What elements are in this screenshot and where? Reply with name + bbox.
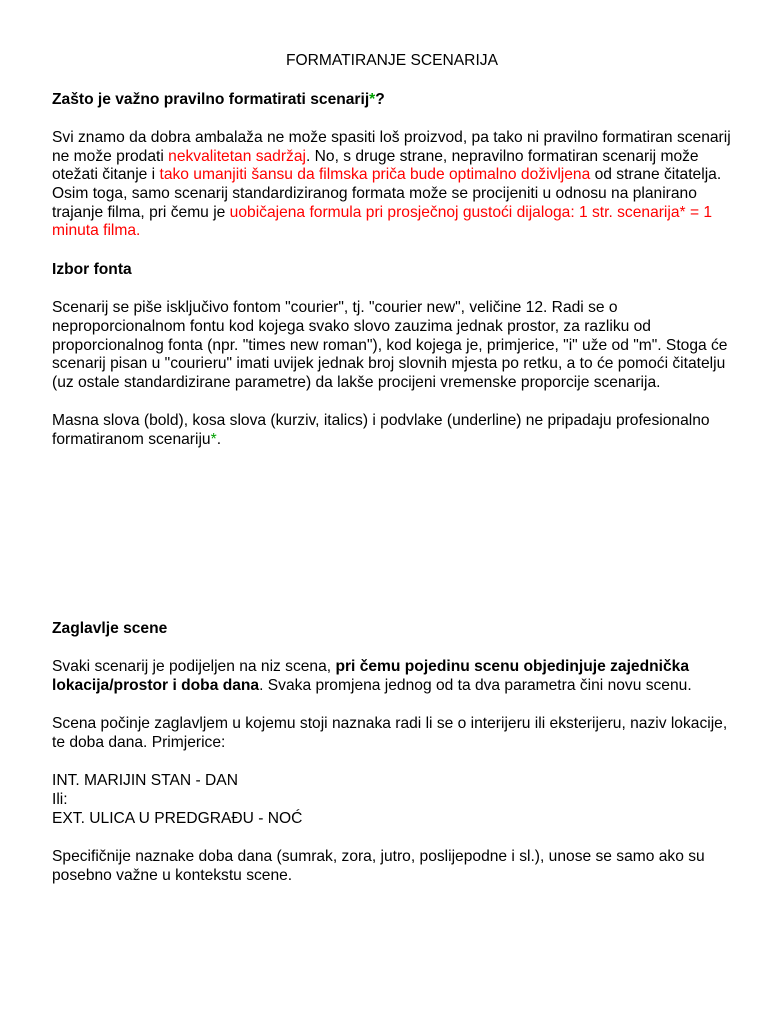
- heading-end: ?: [375, 90, 385, 108]
- text-run: Masna slova (bold), kosa slova (kurziv, italics) i podvlake (underline) ne pripadaju profesionalno formatiranom scenariju: [52, 412, 710, 448]
- paragraph-time-of-day: Specifičnije naznake doba dana (sumrak, zora, jutro, poslijepodne i sl.), unose se samo ako su posebno važne u kontekstu scene.: [52, 848, 705, 884]
- highlight-red: uobičajena formula pri prosječnoj gustoći dijaloga: 1 str. scenarija* = 1 minuta filma.: [52, 203, 713, 240]
- example-int: INT. MARIJIN STAN - DAN: [52, 772, 238, 790]
- section-heading-why-format: [52, 91, 732, 110]
- footnote-asterisk: *: [210, 430, 217, 448]
- paragraph-packaging: [52, 129, 732, 241]
- text-run: Svi znamo da dobra ambalaža ne može spasiti loš proizvod, pa tako ni pravilno formatiran scenarij ne može prodati: [52, 129, 731, 165]
- text-run: od strane čitatelja. Osim toga, samo scenarij standardiziranog formata može se procijeniti u odnosu na planirano trajanje filma, pri čemu je: [52, 166, 722, 221]
- example-ext: EXT. ULICA U PREDGRAĐU - NOĆ: [52, 809, 303, 827]
- highlight-red: tako umanjiti šansu da filmska priča bude optimalno doživljena: [159, 166, 591, 184]
- example-or: Ili:: [52, 791, 68, 809]
- paragraph-courier-font: Scenarij se piše isključivo fontom "courier", tj. "courier new", veličine 12. Radi se o neproporcionalnom fontu kod kojega svako slovo zauzima jednak prostor, za razliku od proporcionalnog fonta (npr. "times new roman"), kod kojega je, primjerice, "i" uže od "m". Stoga će scenarij pisan u "courieru" imati uvijek jednak broj slovnih mjesta po retku, a to će pomoći čitatelju (uz ostale standardizirane parametre) da lakše procijeni vremenske proporcije scenarija.: [52, 299, 728, 391]
- text-run: Svaki scenarij je podijeljen na niz scena,: [52, 658, 336, 676]
- highlight-red: nekvalitetan sadržaj: [168, 147, 306, 165]
- section-heading-scene-header: Zaglavlje scene: [52, 619, 168, 637]
- document-page: [52, 52, 732, 905]
- blank-space: [52, 470, 732, 620]
- text-run: . Svaka promjena jednog od ta dva parametra čini novu scenu.: [259, 676, 692, 694]
- text-run: . No, s druge strane, nepravilno formatiran scenarij može otežati čitanje i: [52, 147, 699, 184]
- footnote-asterisk: *: [369, 90, 376, 108]
- text-run: .: [216, 430, 222, 448]
- paragraph-scene-start: Scena počinje zaglavljem u kojemu stoji naznaka radi li se o interijeru ili eksterijeru, naziv lokacije, te doba dana. Primjerice:: [52, 715, 728, 751]
- paragraph-scene-division: [52, 658, 732, 695]
- document-title: FORMATIRANJE SCENARIJA: [286, 52, 498, 69]
- heading-text: Zašto je važno pravilno formatirati scenarij: [52, 90, 370, 108]
- paragraph-bold-italics: [52, 412, 732, 449]
- section-heading-font-choice: Izbor fonta: [52, 260, 132, 278]
- bold-text: pri čemu pojedinu scenu objedinjuje zajednička lokacija/prostor i doba dana: [52, 658, 689, 694]
- scene-header-examples: [52, 772, 732, 828]
